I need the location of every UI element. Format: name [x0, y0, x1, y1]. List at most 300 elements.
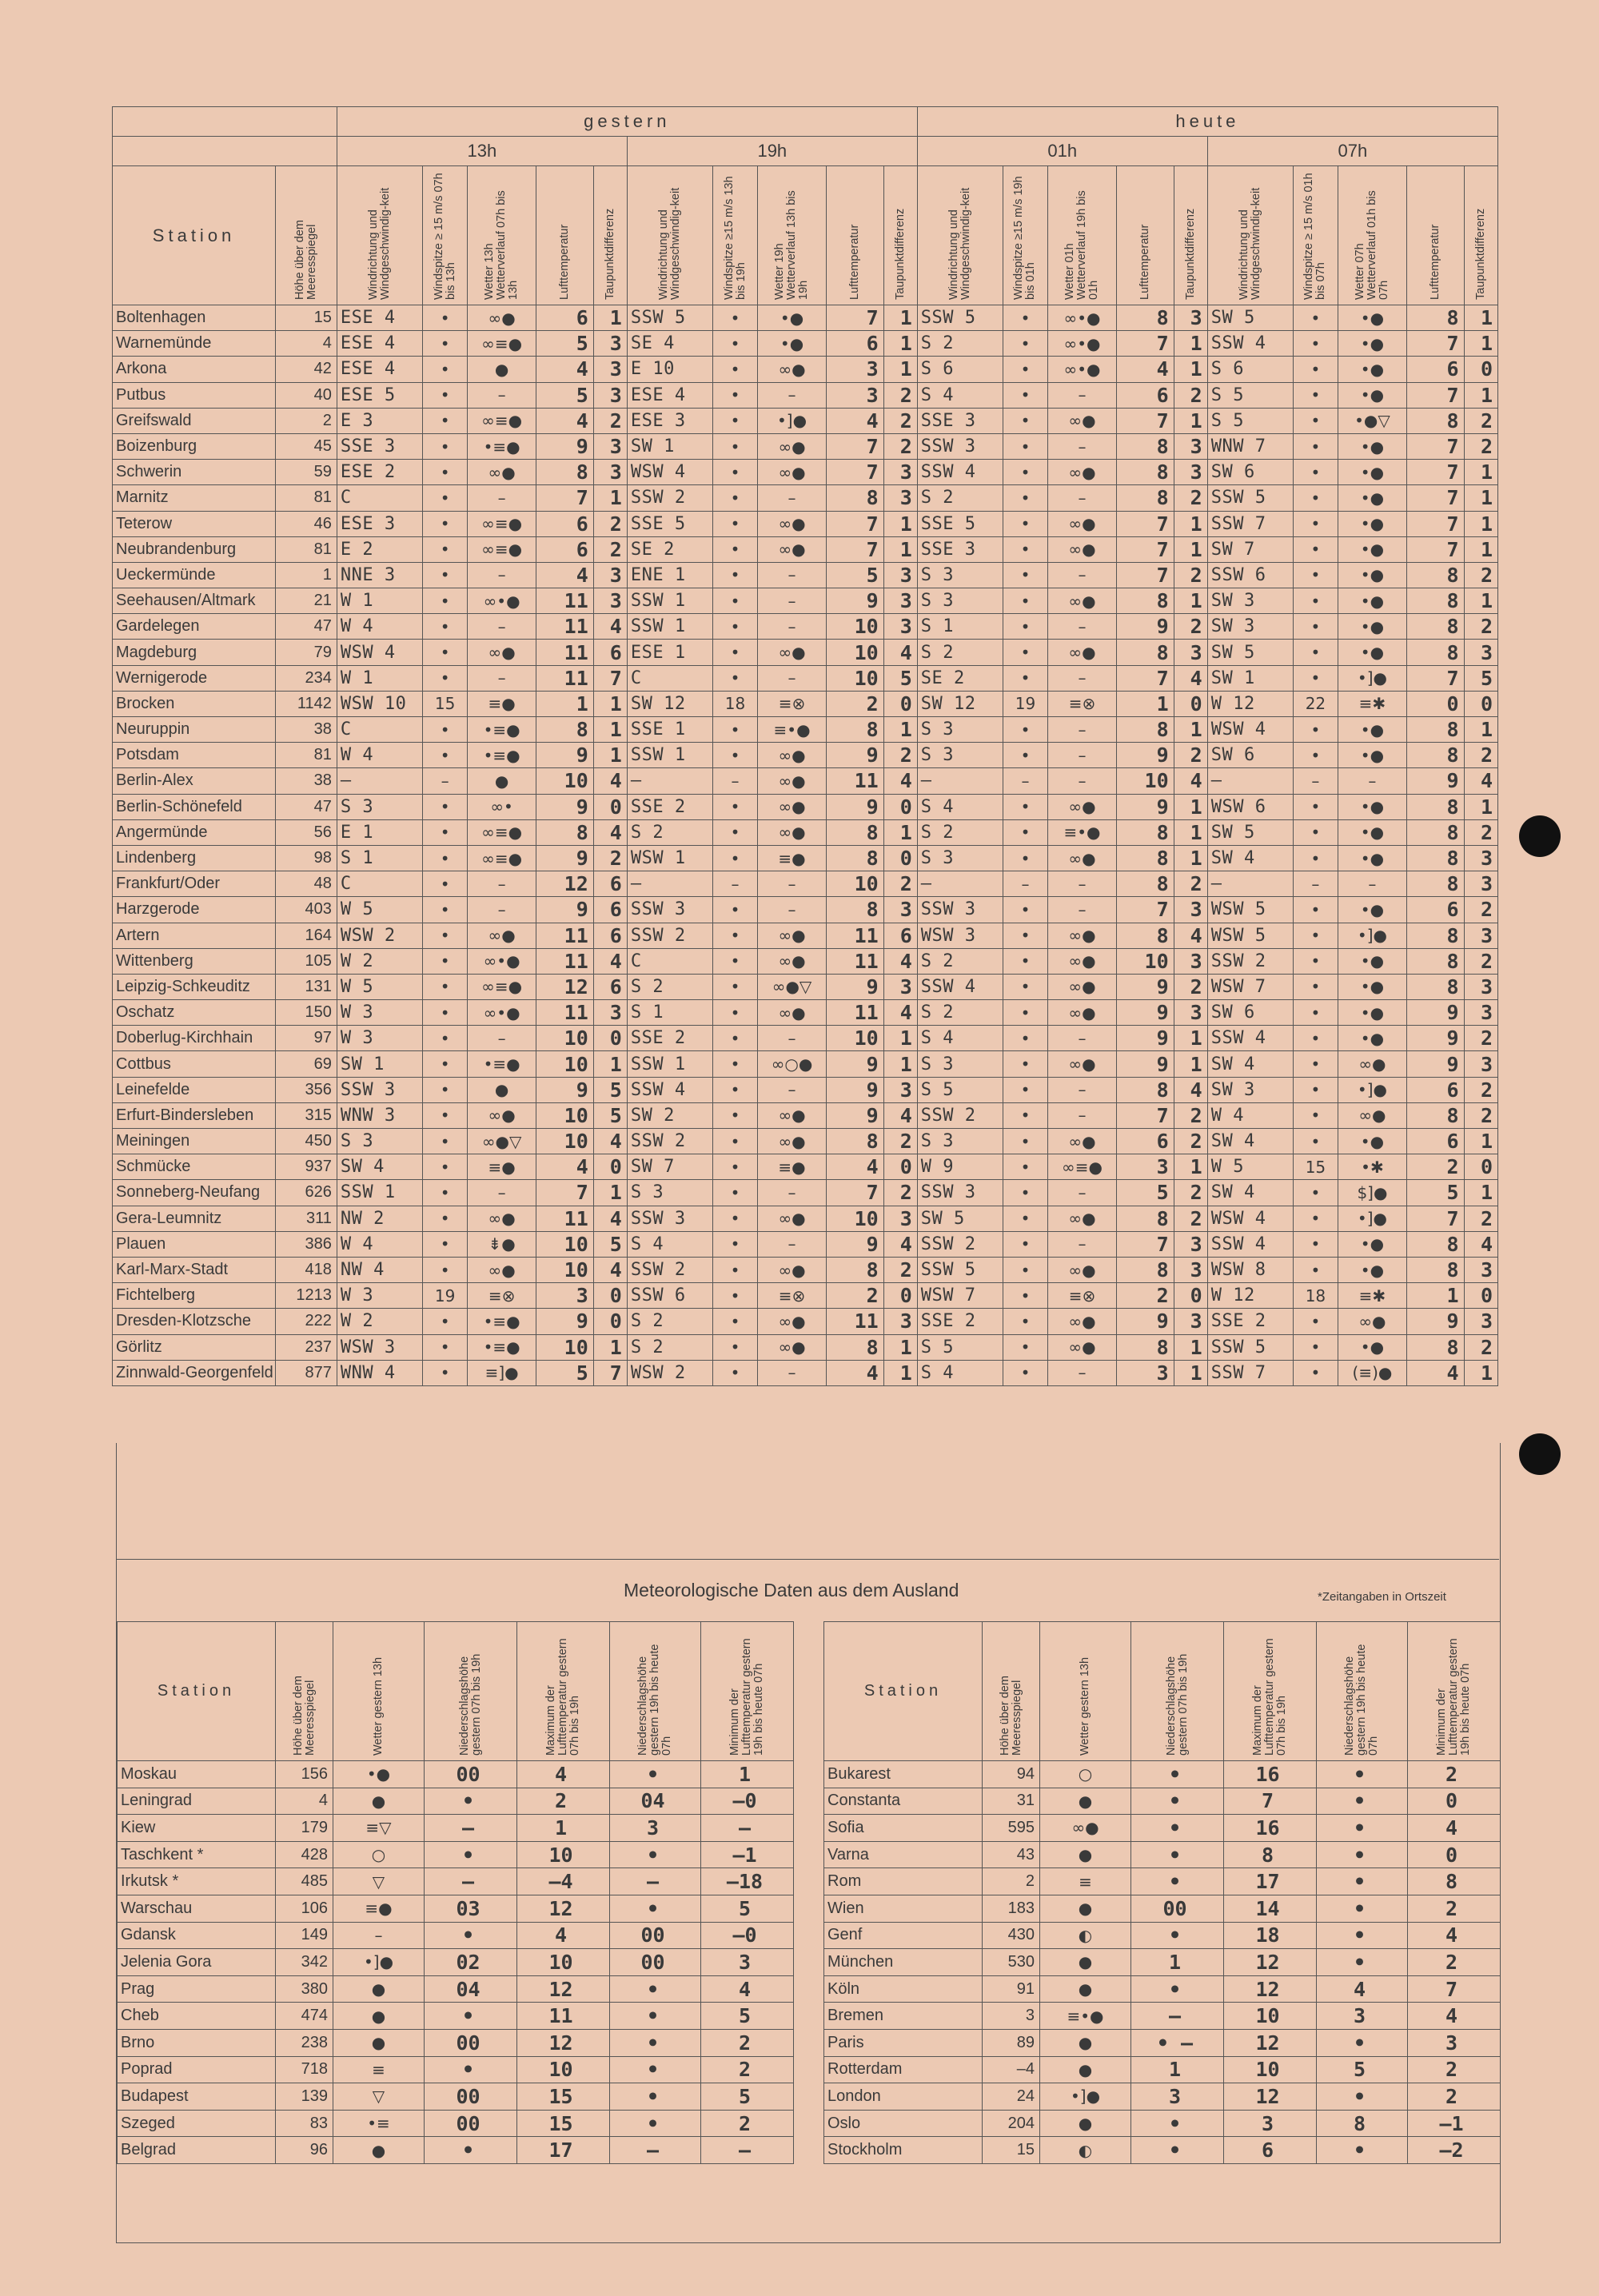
gust-07: •	[1294, 1051, 1338, 1077]
table-row	[113, 948, 1498, 974]
gust-19: •	[713, 665, 758, 691]
temp-07: 2	[1407, 1154, 1465, 1180]
wind-01: S 4	[917, 1360, 1003, 1385]
dew-07: 3	[1464, 640, 1497, 665]
station-name: Magdeburg	[113, 640, 276, 665]
temp-07: 8	[1407, 614, 1465, 640]
wind-13: W 3	[337, 1283, 422, 1309]
table-row	[118, 1815, 794, 1842]
temp-07: 9	[1407, 1309, 1465, 1334]
temp-07: 8	[1407, 923, 1465, 948]
wind-13: WNW 4	[337, 1360, 422, 1385]
wind-01: S 4	[917, 794, 1003, 819]
gust-07: •	[1294, 485, 1338, 511]
gust-19: •	[713, 923, 758, 948]
dew-13: 6	[593, 897, 627, 923]
foreign-min-temp: 3	[701, 1949, 794, 1976]
weather-01: ∞●	[1047, 1257, 1116, 1282]
wind-19: SSW 3	[627, 897, 712, 923]
foreign-height: 31	[983, 1788, 1040, 1815]
wind-07: SW 4	[1207, 1129, 1293, 1154]
gust-01: •	[1003, 923, 1048, 948]
foreign-precip-day: 00	[425, 2029, 517, 2056]
wind-13: W 1	[337, 588, 422, 614]
foreign-height: 474	[276, 2003, 333, 2030]
weather-19: ≡⊗	[757, 1283, 826, 1309]
foreign-max-temp: 16	[1224, 1761, 1317, 1788]
wind-07: SSE 2	[1207, 1309, 1293, 1334]
dew-07: 2	[1464, 433, 1497, 459]
gust-13: •	[423, 1180, 468, 1206]
foreign-station-name: Rotterdam	[824, 2056, 983, 2083]
foreign-station-name: Genf	[824, 1922, 983, 1949]
temp-01: 8	[1117, 717, 1174, 743]
station-name: Wittenberg	[113, 948, 276, 974]
foreign-height: 3	[983, 2003, 1040, 2030]
wind-07: WSW 5	[1207, 897, 1293, 923]
dew-13: 2	[593, 511, 627, 536]
temp-01: 7	[1117, 897, 1174, 923]
foreign-weather: ●	[1040, 2029, 1131, 2056]
wind-13: ESE 4	[337, 305, 422, 331]
weather-01: ∞•●	[1047, 305, 1116, 331]
foreign-weather: ●	[1040, 1895, 1131, 1922]
table-row	[113, 897, 1498, 923]
gust-19: •	[713, 640, 758, 665]
dew-07: 2	[1464, 1102, 1497, 1128]
temp-13: 10	[536, 1334, 594, 1360]
station-name: Artern	[113, 923, 276, 948]
dew-19: 4	[883, 1231, 917, 1257]
temp-19: 8	[827, 485, 884, 511]
station-height: 81	[276, 485, 337, 511]
station-name: Oschatz	[113, 1000, 276, 1026]
foreign-min-temp: 2	[1408, 2083, 1501, 2111]
station-height: 98	[276, 845, 337, 871]
dew-13: 3	[593, 1000, 627, 1026]
foreign-max-temp: 12	[517, 1895, 610, 1922]
foreign-height: 342	[276, 1949, 333, 1976]
foreign-station-name: Wien	[824, 1895, 983, 1922]
temp-19: 6	[827, 331, 884, 357]
foreign-min-header-2: Minimum der Lufttemperatur gestern 19h bis heute 07h	[1435, 1637, 1472, 1756]
station-height: 38	[276, 768, 337, 794]
gust-19: •	[713, 1154, 758, 1180]
wind-01: S 3	[917, 717, 1003, 743]
weather-01: –	[1047, 871, 1116, 897]
gust-13: 15	[423, 691, 468, 716]
temp-13: 11	[536, 614, 594, 640]
section-divider	[116, 1559, 1499, 1560]
foreign-precip-day: •	[1131, 1788, 1224, 1815]
weather-13: ∞•●	[467, 588, 536, 614]
foreign-height: 106	[276, 1895, 333, 1922]
blank-corner-2	[113, 137, 337, 166]
dew-07: 0	[1464, 691, 1497, 716]
temp-19: 9	[827, 1051, 884, 1077]
gust-19: •	[713, 1206, 758, 1231]
gust-19: •	[713, 357, 758, 382]
foreign-max-temp: 10	[517, 1949, 610, 1976]
foreign-precip-night: •	[610, 1975, 701, 2003]
table-row	[824, 1868, 1501, 1895]
gust-19: •	[713, 1077, 758, 1102]
weather-13: ●	[467, 1077, 536, 1102]
table-row	[113, 1000, 1498, 1026]
weather-13: ∞≡●	[467, 408, 536, 433]
wind-07: WSW 7	[1207, 974, 1293, 999]
weather-07: •●	[1338, 357, 1406, 382]
table-row	[113, 433, 1498, 459]
dew-01: 0	[1174, 1283, 1207, 1309]
weather-13: ∞●	[467, 305, 536, 331]
weather-13: –	[467, 897, 536, 923]
gust-01: •	[1003, 511, 1048, 536]
weather-19: –	[757, 1231, 826, 1257]
foreign-station-name: Kiew	[118, 1815, 276, 1842]
foreign-precip-night: 4	[1317, 1975, 1408, 2003]
wind-13: E 1	[337, 819, 422, 845]
table-row	[113, 614, 1498, 640]
gust-19: •	[713, 331, 758, 357]
station-height: 47	[276, 794, 337, 819]
gust-13: •	[423, 1206, 468, 1231]
temp-13: 11	[536, 948, 594, 974]
foreign-precip-night: •	[610, 2056, 701, 2083]
weather-01: ≡⊗	[1047, 1283, 1116, 1309]
temp-07: 4	[1407, 1360, 1465, 1385]
dew-01: 2	[1174, 871, 1207, 897]
station-name: Putbus	[113, 382, 276, 408]
wind-19: SW 1	[627, 433, 712, 459]
dew-19: 0	[883, 691, 917, 716]
gust-07: •	[1294, 923, 1338, 948]
foreign-min-temp: 0	[1408, 1788, 1501, 1815]
dew-19: 1	[883, 1026, 917, 1051]
gust-07: •	[1294, 305, 1338, 331]
wind-01: S 1	[917, 614, 1003, 640]
temp-07: 7	[1407, 511, 1465, 536]
dew-07: 2	[1464, 897, 1497, 923]
weather-19: ≡⊗	[757, 691, 826, 716]
gust-19: •	[713, 743, 758, 768]
station-name: Karl-Marx-Stadt	[113, 1257, 276, 1282]
weather-01: ∞●	[1047, 1129, 1116, 1154]
dew-19: 0	[883, 794, 917, 819]
gust-13: •	[423, 1231, 468, 1257]
foreign-height-header: Höhe über dem Meeresspiegel	[291, 1675, 317, 1756]
weather-13: –	[467, 665, 536, 691]
dew-13: 6	[593, 923, 627, 948]
weather-19: –	[757, 614, 826, 640]
weather-07: •●	[1338, 433, 1406, 459]
wind-07: –	[1207, 871, 1293, 897]
gust-19: •	[713, 948, 758, 974]
station-height: 46	[276, 511, 337, 536]
temp-19: 8	[827, 1334, 884, 1360]
dew-19: 4	[883, 768, 917, 794]
foreign-precip-night: •	[1317, 1895, 1408, 1922]
gust-13: •	[423, 536, 468, 562]
foreign-max-header: Maximum der Lufttemperatur gestern 07h bis 19h	[544, 1637, 581, 1756]
wind-07: SW 3	[1207, 614, 1293, 640]
station-name: Schmücke	[113, 1154, 276, 1180]
foreign-height: 204	[983, 2110, 1040, 2137]
temp-13: 10	[536, 1231, 594, 1257]
foreign-station-name: Prag	[118, 1975, 276, 2003]
wind-19: SE 2	[627, 536, 712, 562]
wind-07: SW 3	[1207, 1077, 1293, 1102]
wind-19: SSE 2	[627, 794, 712, 819]
foreign-height: 179	[276, 1815, 333, 1842]
gust-01: •	[1003, 1102, 1048, 1128]
wind-19: SSW 2	[627, 1257, 712, 1282]
wind-19: SSW 4	[627, 1077, 712, 1102]
table-row	[824, 1841, 1501, 1868]
dew-07: 4	[1464, 1231, 1497, 1257]
wind-13: WSW 2	[337, 923, 422, 948]
gust-07: •	[1294, 1026, 1338, 1051]
dew-01: 3	[1174, 1309, 1207, 1334]
foreign-max-temp: 4	[517, 1761, 610, 1788]
foreign-precip-day: 3	[1131, 2083, 1224, 2111]
dew-01: 2	[1174, 614, 1207, 640]
weather-07: ≡✱	[1338, 691, 1406, 716]
station-name: Neubrandenburg	[113, 536, 276, 562]
temp-13: 10	[536, 1051, 594, 1077]
station-height: 937	[276, 1154, 337, 1180]
weather-13: •≡●	[467, 1334, 536, 1360]
dew-13: 0	[593, 1154, 627, 1180]
foreign-height: 183	[983, 1895, 1040, 1922]
station-name: Cottbus	[113, 1051, 276, 1077]
wind-19: SSW 1	[627, 743, 712, 768]
gust-07: •	[1294, 357, 1338, 382]
weather-19: ∞●	[757, 640, 826, 665]
foreign-height: 4	[276, 1788, 333, 1815]
foreign-station-name: Bukarest	[824, 1761, 983, 1788]
wind-header-19: Windrichtung und Windgeschwindig-keit	[657, 187, 682, 300]
weather-13: ●	[467, 768, 536, 794]
temp-13: 12	[536, 974, 594, 999]
temp-13: 4	[536, 408, 594, 433]
wind-13: W 2	[337, 1309, 422, 1334]
station-name: Frankfurt/Oder	[113, 871, 276, 897]
dew-19: 0	[883, 1283, 917, 1309]
gust-13: 19	[423, 1283, 468, 1309]
foreign-min-temp: –0	[701, 1922, 794, 1949]
dew-01: 3	[1174, 460, 1207, 485]
temp-19: 8	[827, 819, 884, 845]
temp-01: 8	[1117, 1206, 1174, 1231]
foreign-min-temp: –18	[701, 1868, 794, 1895]
temp-13: 3	[536, 1283, 594, 1309]
temp-19: 2	[827, 691, 884, 716]
table-row	[113, 305, 1498, 331]
weather-07: •●	[1338, 511, 1406, 536]
gust-header-01: Windspitze ≥15 m/s 19h bis 01h	[1012, 175, 1038, 300]
table-row	[824, 2137, 1501, 2164]
weather-07: •●	[1338, 794, 1406, 819]
weather-07: (≡)●	[1338, 1360, 1406, 1385]
gust-13: •	[423, 588, 468, 614]
weather-19: ∞●	[757, 460, 826, 485]
wind-19: S 4	[627, 1231, 712, 1257]
weather-01: –	[1047, 1180, 1116, 1206]
station-name: Sonneberg-Neufang	[113, 1180, 276, 1206]
wind-01: S 3	[917, 845, 1003, 871]
dew-01: 1	[1174, 819, 1207, 845]
temp-13: 4	[536, 1154, 594, 1180]
foreign-max-temp: 16	[1224, 1815, 1317, 1842]
foreign-station-name: Taschkent *	[118, 1841, 276, 1868]
foreign-min-temp: 2	[1408, 1895, 1501, 1922]
table-row	[113, 485, 1498, 511]
foreign-precip-day: •	[1131, 1841, 1224, 1868]
temp-01: 8	[1117, 433, 1174, 459]
temp-19: 9	[827, 588, 884, 614]
temp-07: 6	[1407, 1129, 1465, 1154]
wind-01: S 6	[917, 357, 1003, 382]
foreign-height: 24	[983, 2083, 1040, 2111]
table-row	[824, 1975, 1501, 2003]
dew-01: 3	[1174, 897, 1207, 923]
weather-01: –	[1047, 897, 1116, 923]
temp-13: 10	[536, 1257, 594, 1282]
gust-19: •	[713, 614, 758, 640]
foreign-rows-right	[824, 1761, 1501, 2164]
foreign-precip-day: 1	[1131, 1949, 1224, 1976]
foreign-max-temp: 3	[1224, 2110, 1317, 2137]
foreign-station-name: Cheb	[118, 2003, 276, 2030]
temp-07: 6	[1407, 1077, 1465, 1102]
gust-19: •	[713, 897, 758, 923]
gust-07: •	[1294, 743, 1338, 768]
weather-07: •●	[1338, 1257, 1406, 1282]
weather-07: •●	[1338, 536, 1406, 562]
weather-01: ∞●	[1047, 408, 1116, 433]
gust-13: •	[423, 408, 468, 433]
weather-01: ∞●	[1047, 794, 1116, 819]
foreign-weather: ●	[333, 2137, 425, 2164]
temp-01: 7	[1117, 1102, 1174, 1128]
weather-13: ∞≡●	[467, 511, 536, 536]
foreign-min-temp: 8	[1408, 1868, 1501, 1895]
weather-07: •]●	[1338, 1206, 1406, 1231]
temp-19: 8	[827, 717, 884, 743]
temp-19: 10	[827, 665, 884, 691]
temp-13: 9	[536, 743, 594, 768]
foreign-height: 380	[276, 1975, 333, 2003]
weather-19: –	[757, 871, 826, 897]
station-height: 311	[276, 1206, 337, 1231]
temp-01: 8	[1117, 845, 1174, 871]
station-height: 234	[276, 665, 337, 691]
gust-07: •	[1294, 1257, 1338, 1282]
foreign-min-temp: 2	[1408, 1761, 1501, 1788]
dew-13: 5	[593, 1231, 627, 1257]
foreign-weather: ●	[1040, 2110, 1131, 2137]
weather-19: ∞●	[757, 1000, 826, 1026]
foreign-max-temp: 12	[517, 2029, 610, 2056]
foreign-precip-night: •	[610, 1895, 701, 1922]
foreign-title: Meteorologische Daten aus dem Ausland	[624, 1580, 959, 1600]
dew-07: 2	[1464, 819, 1497, 845]
gust-19: •	[713, 717, 758, 743]
weather-07: •●	[1338, 1334, 1406, 1360]
foreign-max-temp: 4	[517, 1922, 610, 1949]
weather-19: –	[757, 485, 826, 511]
wind-01: S 2	[917, 640, 1003, 665]
wind-19: ENE 1	[627, 562, 712, 588]
weather-13: ●	[467, 357, 536, 382]
table-row	[113, 691, 1498, 716]
gust-01: •	[1003, 1360, 1048, 1385]
station-name: Fichtelberg	[113, 1283, 276, 1309]
foreign-precip-day: •	[425, 2056, 517, 2083]
gust-01: •	[1003, 485, 1048, 511]
wind-13: E 3	[337, 408, 422, 433]
gust-01: –	[1003, 768, 1048, 794]
dew-13: 0	[593, 1309, 627, 1334]
temp-07: 8	[1407, 743, 1465, 768]
dew-13: 2	[593, 536, 627, 562]
dew-13: 1	[593, 717, 627, 743]
dew-13: 2	[593, 845, 627, 871]
gust-07: •	[1294, 665, 1338, 691]
domestic-weather-table	[112, 106, 1498, 1386]
foreign-min-temp: 1	[701, 1761, 794, 1788]
station-height: 418	[276, 1257, 337, 1282]
weather-01: –	[1047, 1360, 1116, 1385]
weather-19: ∞●	[757, 948, 826, 974]
wind-13: –	[337, 768, 422, 794]
foreign-precip-night: 3	[610, 1815, 701, 1842]
wind-13: ESE 2	[337, 460, 422, 485]
dew-07: 2	[1464, 1334, 1497, 1360]
gust-01: •	[1003, 1077, 1048, 1102]
temp-01: 6	[1117, 382, 1174, 408]
foreign-station-header: Station	[118, 1622, 276, 1761]
gust-13: •	[423, 562, 468, 588]
gust-19: •	[713, 588, 758, 614]
wind-01: SSW 2	[917, 1102, 1003, 1128]
weather-19: –	[757, 562, 826, 588]
weather-header-13: Wetter 13h Wetterverlauf 07h bis 13h	[483, 189, 520, 300]
foreign-precip-night: •	[1317, 2029, 1408, 2056]
weather-01: –	[1047, 485, 1116, 511]
table-row	[113, 665, 1498, 691]
foreign-min-temp: 7	[1408, 1975, 1501, 2003]
wind-01: S 2	[917, 948, 1003, 974]
temp-07: 7	[1407, 665, 1465, 691]
station-name: Doberlug-Kirchhain	[113, 1026, 276, 1051]
wind-19: S 1	[627, 1000, 712, 1026]
foreign-min-temp: 2	[701, 2029, 794, 2056]
foreign-height: 156	[276, 1761, 333, 1788]
gust-01: •	[1003, 536, 1048, 562]
table-row	[113, 1231, 1498, 1257]
dew-13: 0	[593, 794, 627, 819]
dew-07: 3	[1464, 1000, 1497, 1026]
foreign-station-header-2: Station	[824, 1622, 983, 1761]
dew-01: 1	[1174, 794, 1207, 819]
temp-19: 7	[827, 1180, 884, 1206]
station-height: 47	[276, 614, 337, 640]
weather-07: •●	[1338, 717, 1406, 743]
temp-01: 4	[1117, 357, 1174, 382]
wind-19: SSW 1	[627, 614, 712, 640]
